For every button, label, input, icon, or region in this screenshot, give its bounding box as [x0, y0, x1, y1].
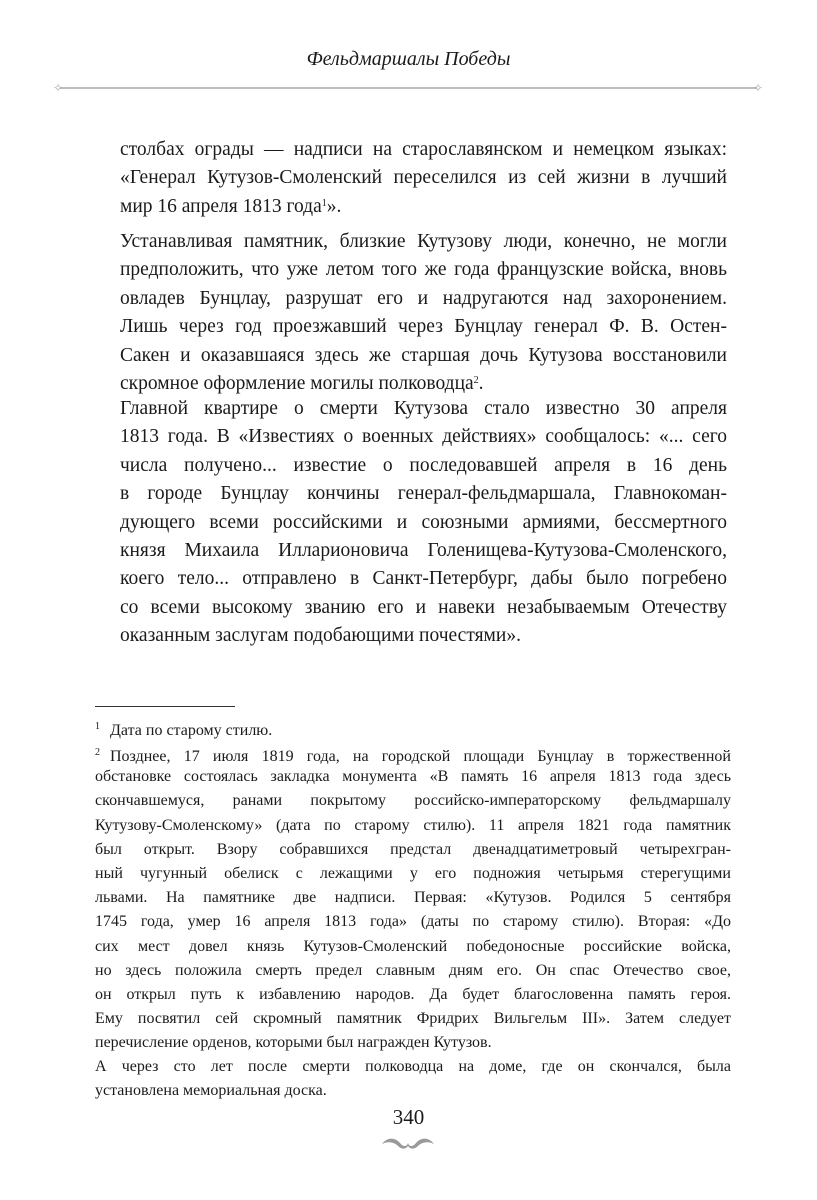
text-line — [120, 193, 727, 221]
text-line: числа получено... известие о последовавшей апреля в 16 день — [120, 454, 727, 476]
running-header-title: Фельдмаршалы Победы — [306, 48, 511, 70]
footnote-separator — [95, 706, 235, 707]
text-fragment: скромное оформление могилы полководца — [120, 372, 474, 394]
text-line: столбах ограды — надписи на старославянском и немецком языках: — [120, 139, 727, 160]
text-line: 1813 года. В «Известиях о военных действиях» сообщалось: «... сего — [120, 426, 727, 448]
text-line: Главной квартире о смерти Кутузова стало известно 30 апреля — [120, 398, 727, 419]
rule-ornament-left-icon: ✧ — [53, 81, 64, 95]
text-line: 1745 года, умер 16 апреля 1813 года» (даты по старому стилю). Вторая: «До — [95, 913, 731, 931]
text-line: перечисление орденов, которыми был награжден Кутузов. — [95, 1034, 492, 1052]
text-line: А через сто лет после смерти полководца на доме, где он скончался, была — [95, 1058, 731, 1075]
paragraph-1 — [120, 136, 727, 221]
text-line: обстановке состоялась закладка монумента «В память 16 апреля 1813 года здесь — [95, 768, 731, 786]
text-line: Устанавливая памятник, близкие Кутузову люди, конечно, не могли — [120, 231, 727, 252]
paragraph-3 — [120, 395, 727, 651]
footnote-number: 2 — [95, 747, 100, 758]
text-line: установлена мемориальная доска. — [95, 1082, 327, 1100]
text-fragment: мир 16 апреля 1813 года — [120, 195, 322, 217]
rule-ornament-right-icon: ✧ — [753, 81, 764, 95]
text-fragment: . — [478, 372, 484, 394]
text-line: со всеми высокому званию его и навеки незабываемым Отечеству — [120, 596, 727, 618]
text-fragment: Дата по старому стилю. — [110, 722, 273, 739]
text-line: оказанным заслугам подобающими почестями». — [120, 625, 521, 647]
text-line: в городе Бунцлау кончины генерал-фельдмаршала, Главнокоман- — [120, 483, 727, 505]
text-line: он открыл путь к избавлению народов. Да будет благословенна память героя. — [95, 985, 731, 1003]
decorative-flourish-icon — [378, 1134, 438, 1152]
footnote-2-continuation — [95, 1055, 731, 1103]
text-line: Лишь через год проезжавший через Бунцлау генерал Ф. В. Остен- — [120, 316, 727, 338]
text-fragment: Позднее, 17 июля 1819 года, на городской площади Бунцлау в торжественной — [110, 748, 731, 765]
text-line: был открыт. Взору собравшихся предстал двенадцатиметровый четырехгран- — [95, 840, 731, 858]
text-line: коего тело... отправлено в Санкт-Петербург, дабы было погребено — [120, 568, 727, 590]
page-number: 340 — [392, 1105, 425, 1129]
text-line: львами. На памятнике две надписи. Первая: «Кутузов. Родился 5 сентября — [95, 889, 731, 907]
text-fragment: ». — [326, 195, 342, 217]
text-line: но здесь положила смерть предел славным дням его. Он спас Отечество свое, — [95, 961, 731, 979]
text-line: ный чугунный обелиск с лежащими у его подножия четырьмя стерегущими — [95, 864, 731, 882]
text-line: «Генерал Кутузов-Смоленский переселился из сей жизни в лучший — [120, 167, 727, 189]
paragraph-2 — [120, 228, 727, 398]
header-divider — [60, 87, 757, 89]
text-line: овладев Бунцлау, разрушат его и надругаются над захоронением. — [120, 287, 727, 309]
footnote-ref: 2 — [473, 374, 479, 386]
footnote-number: 1 — [95, 721, 100, 732]
text-line — [95, 715, 731, 739]
footnote-1 — [95, 715, 731, 739]
text-line: дующего всеми российскими и союзными армиями, бессмертного — [120, 511, 727, 533]
text-line: Ему посвятил сей скромный памятник Фридрих Вильгельм III». Затем следует — [95, 1010, 731, 1028]
text-line: князя Михаила Илларионовича Голенищева-Кутузова-Смоленского, — [120, 539, 727, 561]
footnote-2 — [95, 741, 731, 1055]
text-line: предположить, что уже летом того же года французские войска, вновь — [120, 259, 727, 281]
text-line: Сакен и оказавшаяся здесь же старшая дочь Кутузова восстановили — [120, 344, 727, 366]
text-line: сих мест довел князь Кутузов-Смоленский победоносные российские войска, — [95, 937, 731, 955]
text-line: Кутузову-Смоленскому» (дата по старому стилю). 11 апреля 1821 года памятник — [95, 816, 731, 834]
text-line: скончавшемуся, ранами покрытому российско-императорскому фельдмаршалу — [95, 792, 731, 810]
footnote-ref: 1 — [321, 197, 327, 209]
text-line — [95, 741, 731, 765]
